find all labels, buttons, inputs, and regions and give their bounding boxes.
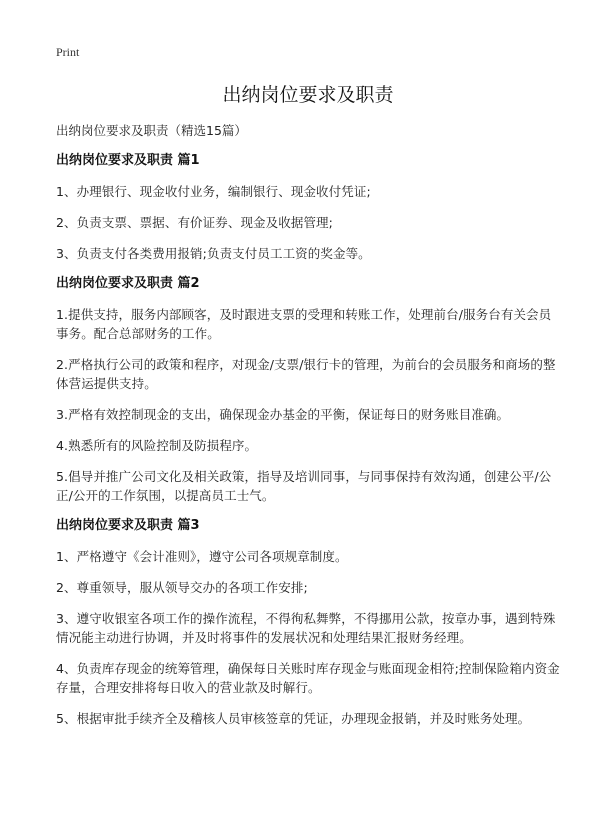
paragraph: 5.倡导并推广公司文化及相关政策，指导及培训同事，与同事保持有效沟通，创建公平/公正/公开的工作氛围，以提高员工士气。 [56,469,552,503]
section-heading: 出纳岗位要求及职责 篇3 [56,518,200,533]
paragraph: 4、负责库存现金的统筹管理，确保每日关账时库存现金与账面现金相符;控制保险箱内资金存量，合理安排将每日收入的营业款及时解行。 [56,661,560,695]
paragraph: 5、根据审批手续齐全及稽核人员审核签章的凭证，办理现金报销，并及时账务处理。 [56,711,531,726]
section-3 [56,517,560,728]
paragraph: 3、遵守收银室各项工作的操作流程，不得徇私舞弊，不得挪用公款，按章办事，遇到特殊情况能主动进行协调，并及时将事件的发展状况和处理结果汇报财务经理。 [56,611,556,645]
paragraph: 3、负责支付各类费用报销;负责支付员工工资的奖金等。 [56,246,371,261]
section-2 [56,275,560,505]
paragraph: 1、严格遵守《会计准则》，遵守公司各项规章制度。 [56,549,348,564]
paragraph: 2.严格执行公司的政策和程序，对现金/支票/银行卡的管理，为前台的会员服务和商场的整体营运提供支持。 [56,357,556,391]
section-heading: 出纳岗位要求及职责 篇2 [56,276,200,291]
document-subtitle: 出纳岗位要求及职责（精选15篇） [56,123,247,138]
section-heading: 出纳岗位要求及职责 篇1 [56,153,200,168]
paragraph: 1、办理银行、现金收付业务，编制银行、现金收付凭证; [56,184,371,199]
print-link[interactable]: Print [56,45,80,59]
document-title: 出纳岗位要求及职责 [222,84,394,106]
paragraph: 2、尊重领导，服从领导交办的各项工作安排; [56,580,308,595]
paragraph: 4.熟悉所有的风险控制及防损程序。 [56,438,258,453]
paragraph: 2、负责支票、票据、有价证券、现金及收据管理; [56,215,333,230]
section-1 [56,152,560,263]
paragraph: 3.严格有效控制现金的支出，确保现金办基金的平衡，保证每日的财务账目准确。 [56,407,510,422]
paragraph: 1.提供支持，服务内部顾客，及时跟进支票的受理和转账工作，处理前台/服务台有关会员事务。配合总部财务的工作。 [56,307,552,341]
